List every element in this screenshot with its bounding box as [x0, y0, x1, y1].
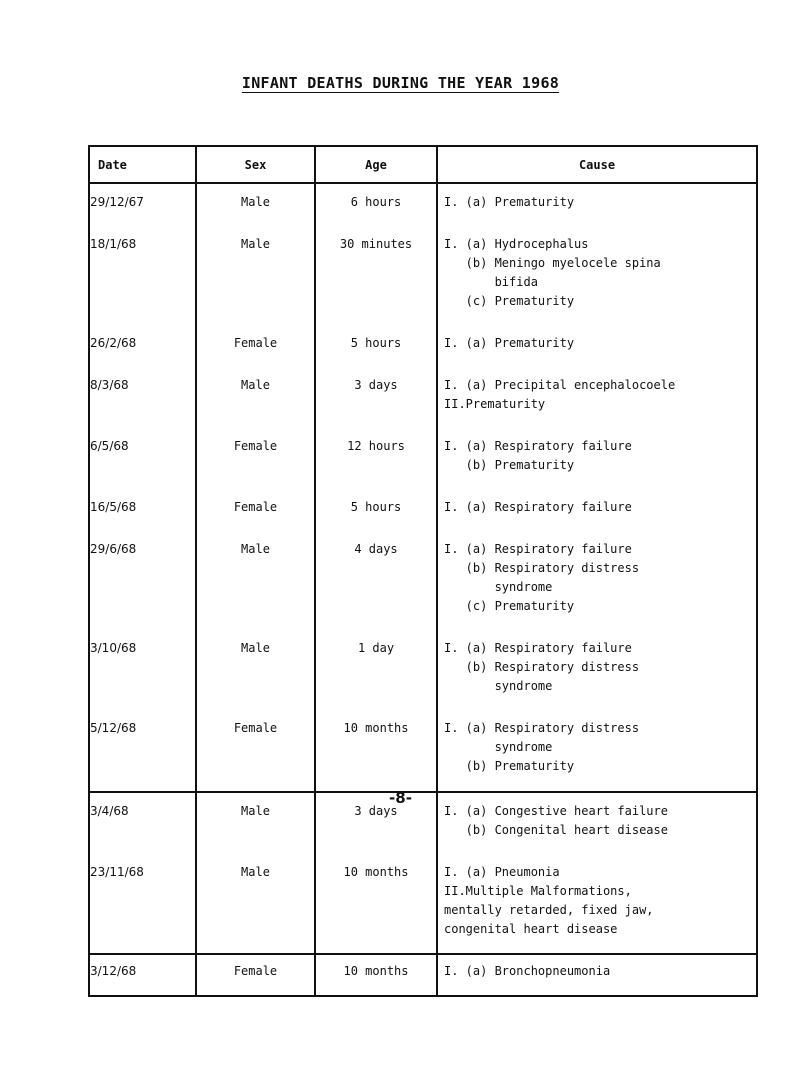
age-cell-text: 4 days — [354, 542, 398, 556]
cause-line: I. (a) Prematurity — [444, 336, 575, 350]
infant-deaths-table — [88, 145, 758, 997]
cause-line: syndrome — [444, 679, 553, 693]
cause-line: (b) Congenital heart disease — [444, 823, 668, 837]
age-cell — [315, 954, 437, 996]
date-cell-text: 6/5/68 — [90, 439, 129, 453]
cause-cell — [437, 226, 757, 325]
cause-line: (c) Prematurity — [444, 294, 575, 308]
table-header-row — [89, 146, 757, 183]
sex-cell-text: Male — [241, 378, 270, 392]
cause-cell — [437, 954, 757, 996]
age-cell-text: 12 hours — [347, 439, 405, 453]
date-cell — [89, 531, 196, 630]
cause-line: I. (a) Respiratory failure — [444, 439, 632, 453]
page-number: -8- — [389, 789, 412, 807]
age-cell — [315, 531, 437, 630]
sex-cell-text: Female — [233, 721, 278, 735]
cause-line: mentally retarded, fixed jaw, — [444, 903, 654, 917]
date-cell — [89, 954, 196, 996]
cause-line: I. (a) Precipital encephalocoele — [444, 378, 676, 392]
date-cell-text: 16/5/68 — [90, 500, 137, 514]
cause-cell — [437, 854, 757, 954]
date-cell-text: 8/3/68 — [90, 378, 129, 392]
cause-line: (b) Respiratory distress — [444, 561, 640, 575]
cause-line: bifida — [444, 275, 538, 289]
table-row — [89, 367, 757, 428]
cause-cell — [437, 630, 757, 710]
cause-line: I. (a) Prematurity — [444, 195, 575, 209]
table-row — [89, 325, 757, 367]
sex-cell — [196, 954, 315, 996]
cause-line: I. (a) Pneumonia — [444, 865, 560, 879]
cause-line: congenital heart disease — [444, 922, 618, 936]
sex-cell-text: Male — [241, 195, 270, 209]
table-row — [89, 710, 757, 792]
date-cell — [89, 710, 196, 792]
cause-cell — [437, 367, 757, 428]
sex-cell-text: Male — [241, 804, 270, 818]
sex-cell — [196, 710, 315, 792]
date-cell-text: 23/11/68 — [90, 865, 144, 879]
age-cell-text: 10 months — [343, 721, 409, 735]
cause-line: (b) Meningo myelocele spina — [444, 256, 661, 270]
date-cell-text: 3/10/68 — [90, 641, 137, 655]
age-cell — [315, 854, 437, 954]
header-age: Age — [315, 146, 437, 183]
age-cell-text: 3 days — [354, 804, 398, 818]
header-date: Date — [89, 146, 196, 183]
age-cell-text: 3 days — [354, 378, 398, 392]
cause-line: I. (a) Hydrocephalus — [444, 237, 589, 251]
table-row — [89, 428, 757, 489]
date-cell-text: 29/12/67 — [90, 195, 144, 209]
table-row — [89, 630, 757, 710]
date-cell-text: 29/6/68 — [90, 542, 137, 556]
sex-cell-text: Male — [241, 641, 270, 655]
header-cause: Cause — [437, 146, 757, 183]
sex-cell-text: Female — [233, 336, 278, 350]
sex-cell — [196, 854, 315, 954]
date-cell-text: 3/12/68 — [90, 964, 137, 978]
cause-line: I. (a) Bronchopneumonia — [444, 964, 611, 978]
age-cell — [315, 428, 437, 489]
table-row — [89, 854, 757, 954]
age-cell — [315, 325, 437, 367]
table-row — [89, 183, 757, 226]
age-cell-text: 5 hours — [350, 336, 402, 350]
cause-line: I. (a) Respiratory failure — [444, 542, 632, 556]
sex-cell — [196, 183, 315, 226]
age-cell-text: 10 months — [343, 865, 409, 879]
sex-cell — [196, 531, 315, 630]
sex-cell-text: Male — [241, 542, 270, 556]
cause-line: II.Multiple Malformations, — [444, 884, 632, 898]
sex-cell-text: Male — [241, 865, 270, 879]
cause-cell — [437, 710, 757, 792]
cause-line: I. (a) Respiratory failure — [444, 641, 632, 655]
age-cell-text: 5 hours — [350, 500, 402, 514]
date-cell — [89, 367, 196, 428]
date-cell — [89, 325, 196, 367]
sex-cell — [196, 630, 315, 710]
sex-cell — [196, 226, 315, 325]
age-cell — [315, 367, 437, 428]
cause-line: I. (a) Respiratory distress — [444, 721, 640, 735]
cause-cell — [437, 428, 757, 489]
age-cell — [315, 630, 437, 710]
age-cell — [315, 183, 437, 226]
date-cell-text: 5/12/68 — [90, 721, 137, 735]
date-cell-text: 3/4/68 — [90, 804, 129, 818]
cause-line: syndrome — [444, 740, 553, 754]
cause-line: I. (a) Respiratory failure — [444, 500, 632, 514]
age-cell — [315, 710, 437, 792]
sex-cell-text: Female — [233, 500, 278, 514]
cause-line: II.Prematurity — [444, 397, 546, 411]
age-cell-text: 30 minutes — [339, 237, 413, 251]
sex-cell-text: Male — [241, 237, 270, 251]
date-cell — [89, 428, 196, 489]
cause-line: I. (a) Congestive heart failure — [444, 804, 668, 818]
date-cell — [89, 183, 196, 226]
age-cell-text: 1 day — [357, 641, 395, 655]
table-row — [89, 954, 757, 996]
date-cell-text: 26/2/68 — [90, 336, 137, 350]
sex-cell — [196, 489, 315, 531]
cause-cell — [437, 489, 757, 531]
header-sex: Sex — [196, 146, 315, 183]
cause-cell — [437, 531, 757, 630]
date-cell — [89, 226, 196, 325]
age-cell-text: 6 hours — [350, 195, 402, 209]
date-cell — [89, 854, 196, 954]
table-row — [89, 531, 757, 630]
cause-line: (b) Prematurity — [444, 759, 575, 773]
page-title: INFANT DEATHS DURING THE YEAR 1968 — [241, 74, 560, 92]
sex-cell — [196, 325, 315, 367]
date-cell — [89, 489, 196, 531]
age-cell-text: 10 months — [343, 964, 409, 978]
cause-line: syndrome — [444, 580, 553, 594]
cause-cell — [437, 325, 757, 367]
cause-cell — [437, 183, 757, 226]
sex-cell-text: Female — [233, 439, 278, 453]
date-cell — [89, 630, 196, 710]
sex-cell — [196, 367, 315, 428]
cause-line: (b) Respiratory distress — [444, 660, 640, 674]
age-cell — [315, 226, 437, 325]
table-row — [89, 489, 757, 531]
table-row — [89, 226, 757, 325]
sex-cell-text: Female — [233, 964, 278, 978]
cause-line: (b) Prematurity — [444, 458, 575, 472]
age-cell — [315, 489, 437, 531]
cause-line: (c) Prematurity — [444, 599, 575, 613]
sex-cell — [196, 428, 315, 489]
date-cell-text: 18/1/68 — [90, 237, 137, 251]
